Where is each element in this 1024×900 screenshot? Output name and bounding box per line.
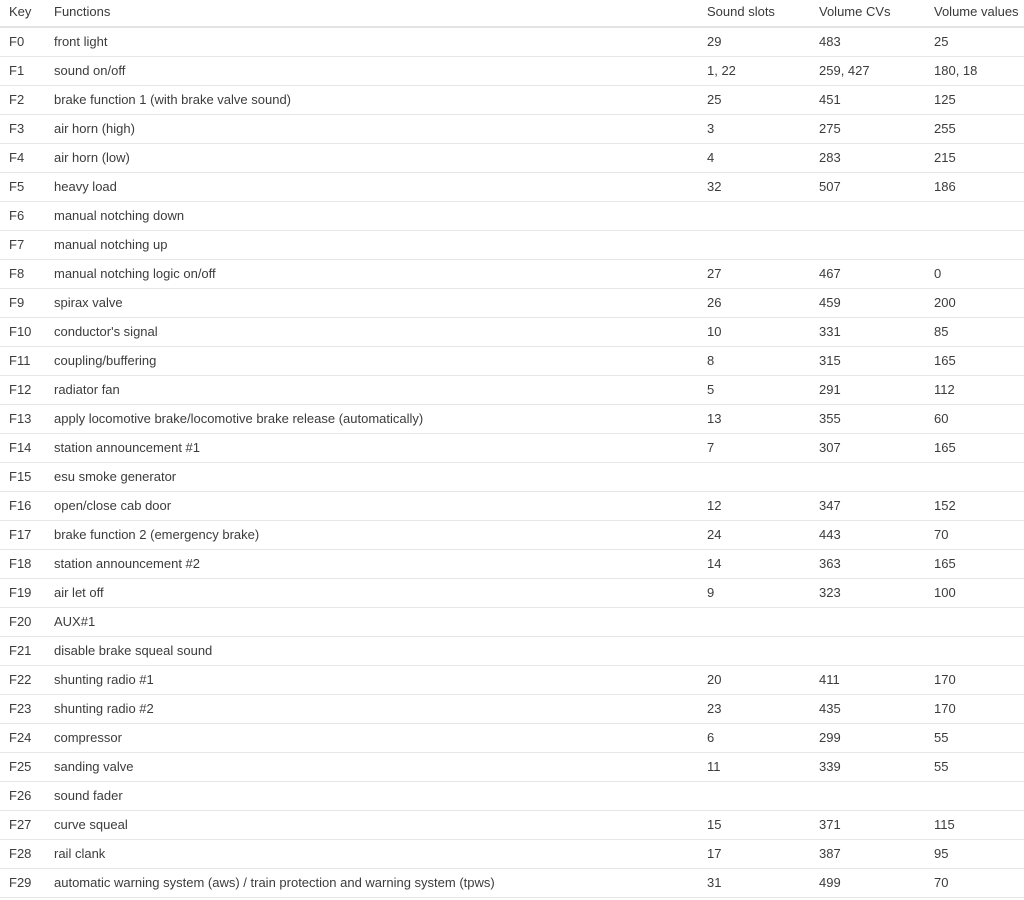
table-row xyxy=(0,462,1024,491)
table-row xyxy=(0,752,1024,781)
table-row xyxy=(0,723,1024,752)
volume-values-cell: 25 xyxy=(934,33,949,49)
volume-values-cell: 95 xyxy=(934,845,949,861)
table-header-row xyxy=(0,0,1024,27)
sound-slots-cell: 15 xyxy=(707,816,722,832)
volume-values-cell: 70 xyxy=(934,874,949,890)
table-row xyxy=(0,404,1024,433)
volume-values-cell: 112 xyxy=(934,381,955,397)
sound-slots-cell: 31 xyxy=(707,874,722,890)
volume-cvs-cell: 315 xyxy=(819,352,841,368)
sound-slots-cell: 1, 22 xyxy=(707,62,736,78)
table-row xyxy=(0,781,1024,810)
volume-values-cell: 170 xyxy=(934,700,956,716)
volume-cvs-cell: 467 xyxy=(819,265,841,281)
volume-cvs-cell: 499 xyxy=(819,874,841,890)
volume-cvs-cell xyxy=(819,636,934,665)
function-cell: manual notching up xyxy=(54,236,168,252)
volume-cvs-cell: 291 xyxy=(819,381,841,397)
function-cell: esu smoke generator xyxy=(54,468,177,484)
volume-cvs-cell: 307 xyxy=(819,439,841,455)
volume-values-cell xyxy=(934,607,1024,636)
volume-values-cell: 55 xyxy=(934,729,949,745)
sound-slots-cell xyxy=(707,636,819,665)
table-row xyxy=(0,839,1024,868)
table-row xyxy=(0,143,1024,172)
function-cell: brake function 1 (with brake valve sound) xyxy=(54,91,292,107)
function-cell: conductor's signal xyxy=(54,323,158,339)
volume-cvs-cell: 339 xyxy=(819,758,841,774)
sound-slots-cell: 12 xyxy=(707,497,722,513)
function-cell: automatic warning system (aws) / train protection and warning system (tpws) xyxy=(54,874,495,890)
sound-slots-cell: 20 xyxy=(707,671,722,687)
key-cell: F22 xyxy=(9,671,32,687)
volume-values-cell: 55 xyxy=(934,758,949,774)
table-row xyxy=(0,491,1024,520)
key-cell: F1 xyxy=(9,62,25,78)
volume-cvs-cell xyxy=(819,201,934,230)
volume-values-cell: 85 xyxy=(934,323,949,339)
table-body xyxy=(0,27,1024,897)
sound-slots-cell: 24 xyxy=(707,526,722,542)
volume-cvs-cell xyxy=(819,462,934,491)
table-row xyxy=(0,549,1024,578)
table-row xyxy=(0,607,1024,636)
key-cell: F28 xyxy=(9,845,32,861)
function-cell: spirax valve xyxy=(54,294,123,310)
sound-slots-cell: 10 xyxy=(707,323,722,339)
function-cell: open/close cab door xyxy=(54,497,172,513)
sound-slots-cell: 3 xyxy=(707,120,715,136)
sound-slots-cell xyxy=(707,201,819,230)
key-cell: F0 xyxy=(9,33,25,49)
function-cell: coupling/buffering xyxy=(54,352,157,368)
volume-values-cell: 70 xyxy=(934,526,949,542)
sound-slots-cell: 25 xyxy=(707,91,722,107)
key-cell: F12 xyxy=(9,381,32,397)
table-row xyxy=(0,27,1024,56)
table-row xyxy=(0,375,1024,404)
volume-cvs-cell: 323 xyxy=(819,584,841,600)
volume-values-cell: 115 xyxy=(934,816,955,832)
header-sound-slots: Sound slots xyxy=(707,4,775,19)
function-cell: apply locomotive brake/locomotive brake release (automatically) xyxy=(54,410,424,426)
volume-values-cell: 186 xyxy=(934,178,956,194)
sound-slots-cell: 8 xyxy=(707,352,715,368)
sound-slots-cell: 7 xyxy=(707,439,715,455)
volume-cvs-cell: 347 xyxy=(819,497,841,513)
function-cell: air horn (high) xyxy=(54,120,135,136)
table-row xyxy=(0,665,1024,694)
sound-slots-cell xyxy=(707,230,819,259)
volume-values-cell: 180, 18 xyxy=(934,62,978,78)
volume-values-cell xyxy=(934,636,1024,665)
key-cell: F11 xyxy=(9,352,31,368)
table-row xyxy=(0,172,1024,201)
volume-cvs-cell: 283 xyxy=(819,149,841,165)
sound-slots-cell: 13 xyxy=(707,410,722,426)
table-row xyxy=(0,694,1024,723)
function-cell: shunting radio #2 xyxy=(54,700,154,716)
sound-slots-cell: 23 xyxy=(707,700,722,716)
sound-slots-cell xyxy=(707,462,819,491)
key-cell: F9 xyxy=(9,294,25,310)
key-cell: F29 xyxy=(9,874,32,890)
key-cell: F21 xyxy=(9,642,32,658)
volume-cvs-cell xyxy=(819,781,934,810)
table-row xyxy=(0,259,1024,288)
key-cell: F10 xyxy=(9,323,32,339)
volume-cvs-cell: 507 xyxy=(819,178,841,194)
header-volume-cvs: Volume CVs xyxy=(819,4,891,19)
table-row xyxy=(0,433,1024,462)
function-cell: manual notching down xyxy=(54,207,185,223)
table-row xyxy=(0,810,1024,839)
function-cell: sanding valve xyxy=(54,758,134,774)
sound-slots-cell: 9 xyxy=(707,584,715,600)
sound-slots-cell: 4 xyxy=(707,149,715,165)
volume-cvs-cell: 443 xyxy=(819,526,841,542)
function-cell: heavy load xyxy=(54,178,117,194)
key-cell: F16 xyxy=(9,497,32,513)
volume-cvs-cell: 411 xyxy=(819,671,840,687)
key-cell: F17 xyxy=(9,526,32,542)
header-functions: Functions xyxy=(54,4,111,19)
volume-values-cell: 125 xyxy=(934,91,956,107)
sound-slots-cell: 11 xyxy=(707,758,721,774)
table-row xyxy=(0,56,1024,85)
key-cell: F27 xyxy=(9,816,32,832)
volume-values-cell: 60 xyxy=(934,410,949,426)
volume-values-cell xyxy=(934,230,1024,259)
volume-values-cell xyxy=(934,781,1024,810)
header-key: Key xyxy=(9,4,32,19)
volume-values-cell: 170 xyxy=(934,671,956,687)
volume-values-cell: 255 xyxy=(934,120,956,136)
volume-cvs-cell: 387 xyxy=(819,845,841,861)
sound-slots-cell: 27 xyxy=(707,265,722,281)
sound-slots-cell: 26 xyxy=(707,294,722,310)
function-cell: shunting radio #1 xyxy=(54,671,154,687)
key-cell: F15 xyxy=(9,468,32,484)
key-cell: F7 xyxy=(9,236,25,252)
volume-values-cell: 215 xyxy=(934,149,956,165)
volume-cvs-cell: 363 xyxy=(819,555,841,571)
table-row xyxy=(0,868,1024,897)
function-cell: station announcement #1 xyxy=(54,439,200,455)
table-row xyxy=(0,346,1024,375)
function-cell: AUX#1 xyxy=(54,613,96,629)
sound-slots-cell: 14 xyxy=(707,555,722,571)
volume-cvs-cell: 331 xyxy=(819,323,841,339)
key-cell: F18 xyxy=(9,555,32,571)
function-cell: manual notching logic on/off xyxy=(54,265,216,281)
volume-cvs-cell: 371 xyxy=(819,816,841,832)
function-cell: sound on/off xyxy=(54,62,126,78)
sound-slots-cell: 6 xyxy=(707,729,715,745)
function-cell: air let off xyxy=(54,584,104,600)
key-cell: F23 xyxy=(9,700,32,716)
key-cell: F8 xyxy=(9,265,25,281)
function-cell: station announcement #2 xyxy=(54,555,200,571)
table-row xyxy=(0,230,1024,259)
key-cell: F4 xyxy=(9,149,25,165)
header-volume-values: Volume values xyxy=(934,4,1019,19)
sound-slots-cell xyxy=(707,781,819,810)
volume-values-cell: 0 xyxy=(934,265,942,281)
volume-cvs-cell xyxy=(819,230,934,259)
function-cell: compressor xyxy=(54,729,122,745)
volume-cvs-cell: 259, 427 xyxy=(819,62,870,78)
volume-cvs-cell: 435 xyxy=(819,700,841,716)
key-cell: F5 xyxy=(9,178,25,194)
table-row xyxy=(0,317,1024,346)
sound-slots-cell: 29 xyxy=(707,33,722,49)
table-row xyxy=(0,636,1024,665)
sound-slots-cell: 32 xyxy=(707,178,722,194)
function-cell: brake function 2 (emergency brake) xyxy=(54,526,260,542)
table-row xyxy=(0,201,1024,230)
table-row xyxy=(0,578,1024,607)
key-cell: F3 xyxy=(9,120,25,136)
volume-cvs-cell: 451 xyxy=(819,91,841,107)
table-row xyxy=(0,114,1024,143)
volume-cvs-cell: 483 xyxy=(819,33,841,49)
sound-slots-cell: 17 xyxy=(707,845,722,861)
volume-values-cell: 165 xyxy=(934,352,956,368)
function-cell: air horn (low) xyxy=(54,149,130,165)
table-row xyxy=(0,520,1024,549)
volume-values-cell: 152 xyxy=(934,497,956,513)
table-row xyxy=(0,85,1024,114)
volume-cvs-cell: 355 xyxy=(819,410,841,426)
volume-values-cell: 200 xyxy=(934,294,956,310)
volume-cvs-cell xyxy=(819,607,934,636)
function-cell: rail clank xyxy=(54,845,106,861)
function-cell: radiator fan xyxy=(54,381,120,397)
volume-cvs-cell: 275 xyxy=(819,120,841,136)
key-cell: F14 xyxy=(9,439,32,455)
volume-values-cell xyxy=(934,462,1024,491)
function-cell: disable brake squeal sound xyxy=(54,642,213,658)
key-cell: F24 xyxy=(9,729,32,745)
volume-values-cell: 100 xyxy=(934,584,956,600)
volume-values-cell: 165 xyxy=(934,555,956,571)
volume-cvs-cell: 299 xyxy=(819,729,841,745)
key-cell: F13 xyxy=(9,410,32,426)
key-cell: F19 xyxy=(9,584,32,600)
volume-values-cell xyxy=(934,201,1024,230)
sound-slots-cell: 5 xyxy=(707,381,715,397)
volume-values-cell: 165 xyxy=(934,439,956,455)
volume-cvs-cell: 459 xyxy=(819,294,841,310)
key-cell: F25 xyxy=(9,758,32,774)
table-row xyxy=(0,288,1024,317)
sound-slots-cell xyxy=(707,607,819,636)
function-cell: sound fader xyxy=(54,787,123,803)
key-cell: F6 xyxy=(9,207,25,223)
key-cell: F20 xyxy=(9,613,32,629)
function-cell: curve squeal xyxy=(54,816,128,832)
key-cell: F26 xyxy=(9,787,32,803)
key-cell: F2 xyxy=(9,91,25,107)
function-cell: front light xyxy=(54,33,108,49)
